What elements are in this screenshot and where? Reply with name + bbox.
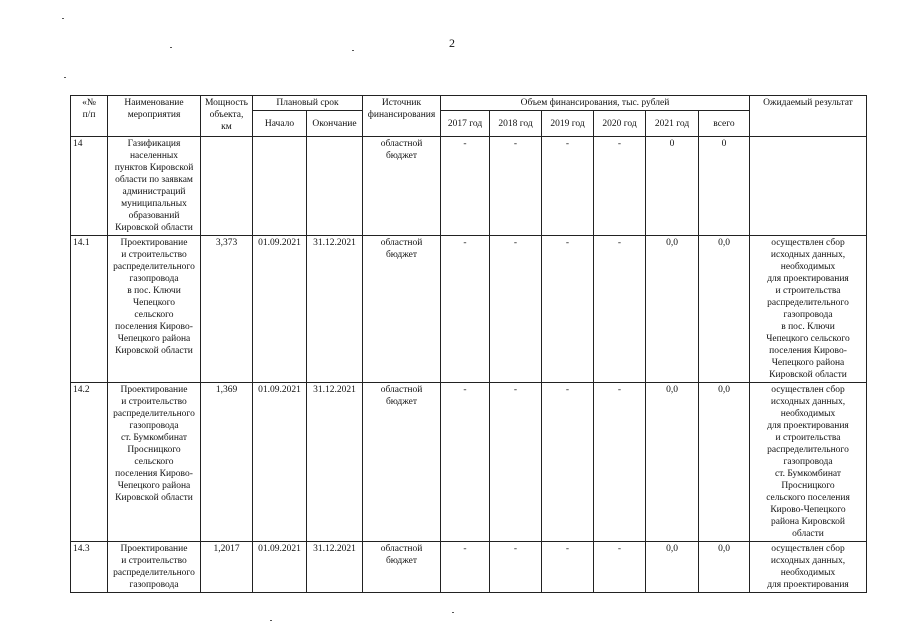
row-2021: 0,0 xyxy=(646,236,699,383)
table-row xyxy=(71,236,867,383)
scan-speck xyxy=(352,50,354,51)
row-num: 14.3 xyxy=(71,542,108,593)
header-year-2019: 2019 год xyxy=(542,111,594,137)
row-start: 01.09.2021 xyxy=(253,542,307,593)
header-source: Источник финансирования xyxy=(363,96,441,137)
row-result: осуществлен сбор исходных данных, необходимых для проектирования xyxy=(750,542,867,593)
header-capacity: Мощность объекта, км xyxy=(201,96,253,137)
row-source: областной бюджет xyxy=(363,236,441,383)
row-source: областной бюджет xyxy=(363,383,441,542)
row-2021: 0,0 xyxy=(646,542,699,593)
row-total: 0 xyxy=(699,137,750,236)
row-end: 31.12.2021 xyxy=(307,383,363,542)
header-end: Окончание xyxy=(307,111,363,137)
row-2018: - xyxy=(490,236,542,383)
row-total: 0,0 xyxy=(699,383,750,542)
row-source: областной бюджет xyxy=(363,542,441,593)
row-2020: - xyxy=(594,137,646,236)
row-2018: - xyxy=(490,137,542,236)
header-total: всего xyxy=(699,111,750,137)
row-2019: - xyxy=(542,542,594,593)
row-total: 0,0 xyxy=(699,236,750,383)
header-year-2017: 2017 год xyxy=(441,111,490,137)
scan-speck xyxy=(452,612,454,613)
row-result xyxy=(750,137,867,236)
row-capacity: 3,373 xyxy=(201,236,253,383)
header-start: Начало xyxy=(253,111,307,137)
page-number: 2 xyxy=(449,36,455,50)
row-capacity xyxy=(201,137,253,236)
row-source: областной бюджет xyxy=(363,137,441,236)
row-2017: - xyxy=(441,236,490,383)
row-2019: - xyxy=(542,383,594,542)
row-name: Проектирование и строительство распределительного газопровода ст. Бумкомбинат Просницкого сельского поселения Кирово- Чепецкого района Кировской области xyxy=(108,383,201,542)
header-name: Наименование мероприятия xyxy=(108,96,201,137)
row-2018: - xyxy=(490,383,542,542)
row-2019: - xyxy=(542,236,594,383)
table-row xyxy=(71,383,867,542)
table-row xyxy=(71,137,867,236)
row-name: Проектирование и строительство распределительного газопровода в пос. Ключи Чепецкого сельского поселения Кирово- Чепецкого района Кировской области xyxy=(108,236,201,383)
row-capacity: 1,369 xyxy=(201,383,253,542)
row-start: 01.09.2021 xyxy=(253,236,307,383)
financing-table xyxy=(70,95,867,593)
header-year-2018: 2018 год xyxy=(490,111,542,137)
row-2020: - xyxy=(594,542,646,593)
header-year-2020: 2020 год xyxy=(594,111,646,137)
row-2020: - xyxy=(594,236,646,383)
row-end: 31.12.2021 xyxy=(307,236,363,383)
row-total: 0,0 xyxy=(699,542,750,593)
row-num: 14.1 xyxy=(71,236,108,383)
row-start xyxy=(253,137,307,236)
scan-speck xyxy=(170,47,172,48)
row-2017: - xyxy=(441,137,490,236)
row-capacity: 1,2017 xyxy=(201,542,253,593)
row-end xyxy=(307,137,363,236)
row-2019: - xyxy=(542,137,594,236)
row-name: Проектирование и строительство распределительного газопровода xyxy=(108,542,201,593)
header-funding: Объем финансирования, тыс. рублей xyxy=(441,96,750,111)
header-num: «№ п/п xyxy=(71,96,108,137)
header-result: Ожидаемый результат xyxy=(750,96,867,137)
row-num: 14 xyxy=(71,137,108,236)
row-2021: 0 xyxy=(646,137,699,236)
row-result: осуществлен сбор исходных данных, необходимых для проектирования и строительства распределительного газопровода ст. Бумкомбинат Просницкого сельского поселения Кирово-Чепецкого района Кировской области xyxy=(750,383,867,542)
row-2018: - xyxy=(490,542,542,593)
row-2021: 0,0 xyxy=(646,383,699,542)
table-row xyxy=(71,542,867,593)
row-2017: - xyxy=(441,383,490,542)
row-name: Газификация населенных пунктов Кировской области по заявкам администраций муниципальных образований Кировской области xyxy=(108,137,201,236)
scan-speck xyxy=(62,18,64,19)
row-num: 14.2 xyxy=(71,383,108,542)
scan-speck xyxy=(270,620,272,621)
header-row-1 xyxy=(71,96,867,111)
header-year-2021: 2021 год xyxy=(646,111,699,137)
row-end: 31.12.2021 xyxy=(307,542,363,593)
row-2017: - xyxy=(441,542,490,593)
header-plan-term: Плановый срок xyxy=(253,96,363,111)
row-2020: - xyxy=(594,383,646,542)
row-result: осуществлен сбор исходных данных, необходимых для проектирования и строительства распределительного газопровода в пос. Ключи Чепецкого сельского поселения Кирово- Чепецкого района Кировской области xyxy=(750,236,867,383)
scan-speck xyxy=(64,77,66,78)
row-start: 01.09.2021 xyxy=(253,383,307,542)
